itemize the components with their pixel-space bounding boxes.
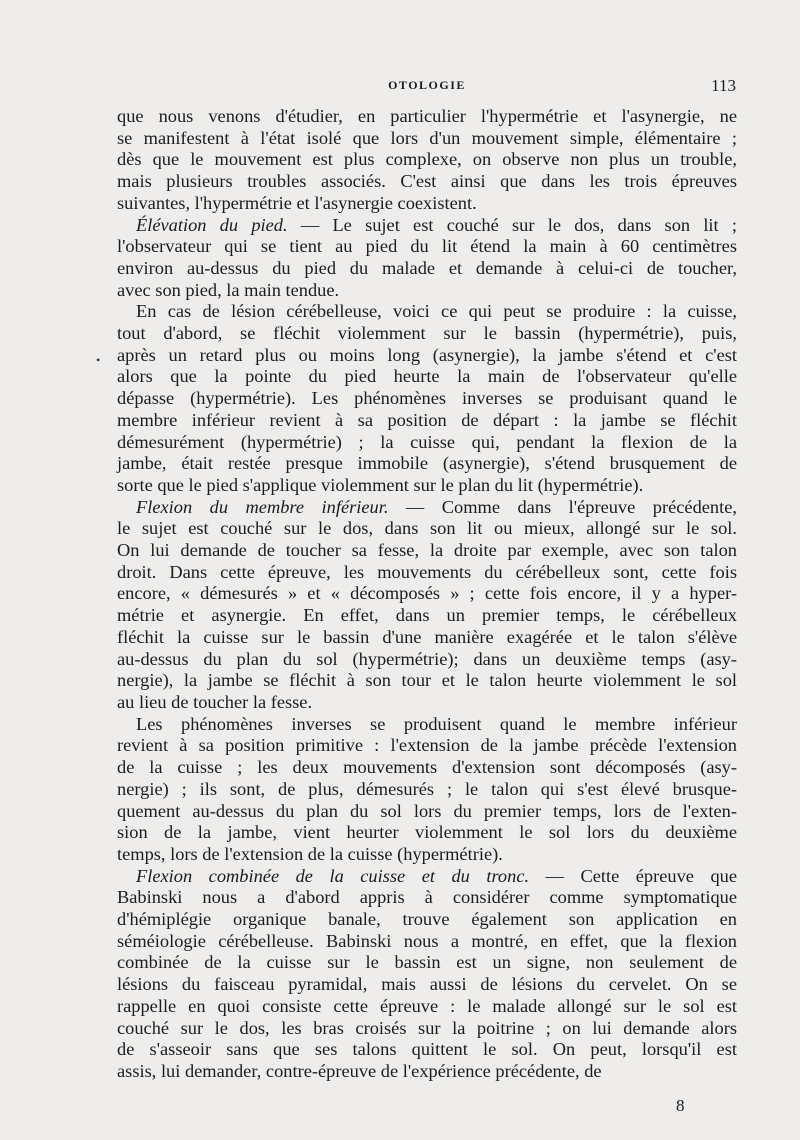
text-line bbox=[117, 432, 737, 454]
line-text: nergie), la jambe se fléchit à son tour et le talon heurte violemment le sol bbox=[117, 670, 737, 691]
line-text: On lui demande de toucher sa fesse, la droite par exemple, avec son talon bbox=[117, 540, 737, 561]
line-text: droit. Dans cette épreuve, les mouvements du cérébelleux sont, cette fois bbox=[117, 561, 737, 582]
line-text: fléchit la cuisse sur le bassin d'une manière exagérée et le talon s'élève bbox=[117, 626, 737, 647]
line-text: nergie) ; ils sont, de plus, démesurés ; le talon qui s'est élevé brusque- bbox=[117, 778, 737, 799]
text-line bbox=[117, 692, 737, 714]
text-line bbox=[117, 779, 737, 801]
text-line bbox=[117, 171, 737, 193]
line-text: environ au-dessus du pied du malade et demande à celui-ci de toucher, bbox=[117, 257, 737, 278]
section-heading: Flexion combinée de la cuisse et du tronc. bbox=[136, 865, 530, 886]
text-line bbox=[117, 952, 737, 974]
line-text: le sujet est couché sur le dos, dans son lit ou mieux, allongé sur le sol. bbox=[117, 518, 737, 539]
text-line bbox=[117, 366, 737, 388]
line-text: quement au-dessus du plan du sol lors du premier temps, lors de l'exten- bbox=[117, 800, 737, 821]
section-heading: Élévation du pied. bbox=[136, 214, 288, 235]
text-line bbox=[117, 1039, 737, 1061]
text-line bbox=[117, 974, 737, 996]
line-text: de s'asseoir sans que ses talons quittent le sol. On peut, lorsqu'il est bbox=[117, 1039, 737, 1060]
text-line bbox=[117, 106, 737, 128]
text-line bbox=[117, 757, 737, 779]
line-text: suivantes, l'hypermétrie et l'asynergie coexistent. bbox=[117, 192, 477, 213]
text-line bbox=[117, 1061, 737, 1083]
line-text: dès que le mouvement est plus complexe, on observe non plus un trouble, bbox=[117, 149, 737, 170]
line-text: mais plusieurs troubles associés. C'est ainsi que dans les trois épreuves bbox=[117, 171, 737, 192]
text-line bbox=[117, 605, 737, 627]
text-line bbox=[117, 801, 737, 823]
text-line bbox=[117, 540, 737, 562]
text-line bbox=[117, 388, 737, 410]
body-text bbox=[117, 106, 737, 1083]
text-line bbox=[117, 649, 737, 671]
text-line bbox=[117, 1018, 737, 1040]
line-text: temps, lors de l'extension de la cuisse (hypermétrie). bbox=[117, 843, 503, 864]
text-line bbox=[117, 301, 737, 323]
line-text: se manifestent à l'état isolé que lors d'un mouvement simple, élémentaire ; bbox=[117, 127, 737, 148]
text-line bbox=[117, 410, 737, 432]
line-text: dépasse (hypermétrie). Les phénomènes inverses se produisant quand le bbox=[117, 388, 737, 409]
text-line bbox=[117, 323, 737, 345]
line-text: alors que la pointe du pied heurte la main de l'observateur qu'elle bbox=[117, 366, 737, 387]
line-text: au-dessus du plan du sol (hypermétrie); dans un deuxième temps (asy- bbox=[117, 648, 737, 669]
page-number: 113 bbox=[711, 76, 736, 95]
line-text: rappelle en quoi consiste cette épreuve : le malade allongé sur le sol est bbox=[117, 995, 737, 1016]
text-line bbox=[117, 258, 737, 280]
text-line bbox=[117, 453, 737, 475]
text-line bbox=[117, 887, 737, 909]
line-text: — Cette épreuve que bbox=[529, 865, 737, 886]
line-text: couché sur le dos, les bras croisés sur la poitrine ; on lui demande alors bbox=[117, 1017, 737, 1038]
text-line bbox=[117, 627, 737, 649]
line-text: d'hémiplégie organique banale, trouve également son application en bbox=[117, 909, 737, 930]
text-line bbox=[117, 345, 737, 367]
text-line bbox=[117, 909, 737, 931]
line-text: Babinski nous a d'abord appris à considérer comme symptomatique bbox=[117, 887, 737, 908]
text-line bbox=[117, 149, 737, 171]
page-header bbox=[118, 76, 736, 100]
section-heading: Flexion du membre inférieur. bbox=[136, 496, 389, 517]
line-text: tout d'abord, se fléchit violemment sur le bassin (hypermétrie), puis, bbox=[117, 323, 737, 344]
line-text: jambe, était restée presque immobile (asynergie), s'étend brusquement de bbox=[117, 453, 737, 474]
line-text: membre inférieur revient à sa position de départ : la jambe se fléchit bbox=[117, 409, 737, 430]
line-text: au lieu de toucher la fesse. bbox=[117, 691, 313, 712]
line-text: — Comme dans l'épreuve précédente, bbox=[388, 496, 737, 517]
line-text: l'observateur qui se tient au pied du lit étend la main à 60 centimètres bbox=[117, 236, 737, 257]
text-line bbox=[117, 996, 737, 1018]
line-text: métrie et asynergie. En effet, dans un premier temps, le cérébelleux bbox=[117, 605, 737, 626]
line-text: sorte que le pied s'applique violemment sur le plan du lit (hypermétrie). bbox=[117, 474, 644, 495]
line-text: que nous venons d'étudier, en particulier l'hypermétrie et l'asynergie, ne bbox=[117, 106, 737, 126]
text-line bbox=[117, 583, 737, 605]
line-text: séméiologie cérébelleuse. Babinski nous a montré, en effet, que la flexion bbox=[117, 930, 737, 951]
line-text: de la cuisse ; les deux mouvements d'extension sont décomposés (asy- bbox=[117, 757, 737, 778]
text-line bbox=[117, 236, 737, 258]
line-text: — Le sujet est couché sur le dos, dans son lit ; bbox=[287, 214, 737, 235]
text-line bbox=[117, 518, 737, 540]
line-text: combinée de la cuisse sur le bassin est un signe, non seulement de bbox=[117, 952, 737, 973]
running-head: OTOLOGIE bbox=[388, 78, 466, 92]
text-line bbox=[117, 714, 737, 736]
text-line bbox=[117, 128, 737, 150]
text-line bbox=[117, 866, 737, 888]
text-line bbox=[117, 280, 737, 302]
text-line bbox=[117, 735, 737, 757]
line-text: En cas de lésion cérébelleuse, voici ce qui peut se produire : la cuisse, bbox=[136, 301, 737, 322]
margin-mark: • bbox=[96, 353, 101, 367]
line-text: encore, « démesurés » et « décomposés » ; cette fois encore, il y a hyper- bbox=[117, 583, 737, 604]
text-line bbox=[117, 931, 737, 953]
line-text: avec son pied, la main tendue. bbox=[117, 279, 340, 300]
line-text: Les phénomènes inverses se produisent quand le membre inférieur bbox=[136, 713, 737, 734]
text-line bbox=[117, 822, 737, 844]
line-text: démesurément (hypermétrie) ; la cuisse qui, pendant la flexion de la bbox=[117, 431, 737, 452]
text-line bbox=[117, 475, 737, 497]
text-line bbox=[117, 670, 737, 692]
text-line bbox=[117, 844, 737, 866]
text-line bbox=[117, 215, 737, 237]
line-text: sion de la jambe, vient heurter violemment le sol lors du deuxième bbox=[117, 822, 737, 843]
line-text: revient à sa position primitive : l'extension de la jambe précède l'extension bbox=[117, 735, 737, 756]
line-text: assis, lui demander, contre-épreuve de l'expérience précédente, de bbox=[117, 1060, 602, 1081]
line-text: après un retard plus ou moins long (asynergie), la jambe s'étend et c'est bbox=[117, 344, 737, 365]
text-line bbox=[117, 497, 737, 519]
signature-mark: 8 bbox=[676, 1096, 685, 1115]
text-line bbox=[117, 193, 737, 215]
text-line bbox=[117, 562, 737, 584]
line-text: lésions du faisceau pyramidal, mais aussi de lésions du cervelet. On se bbox=[117, 974, 737, 995]
